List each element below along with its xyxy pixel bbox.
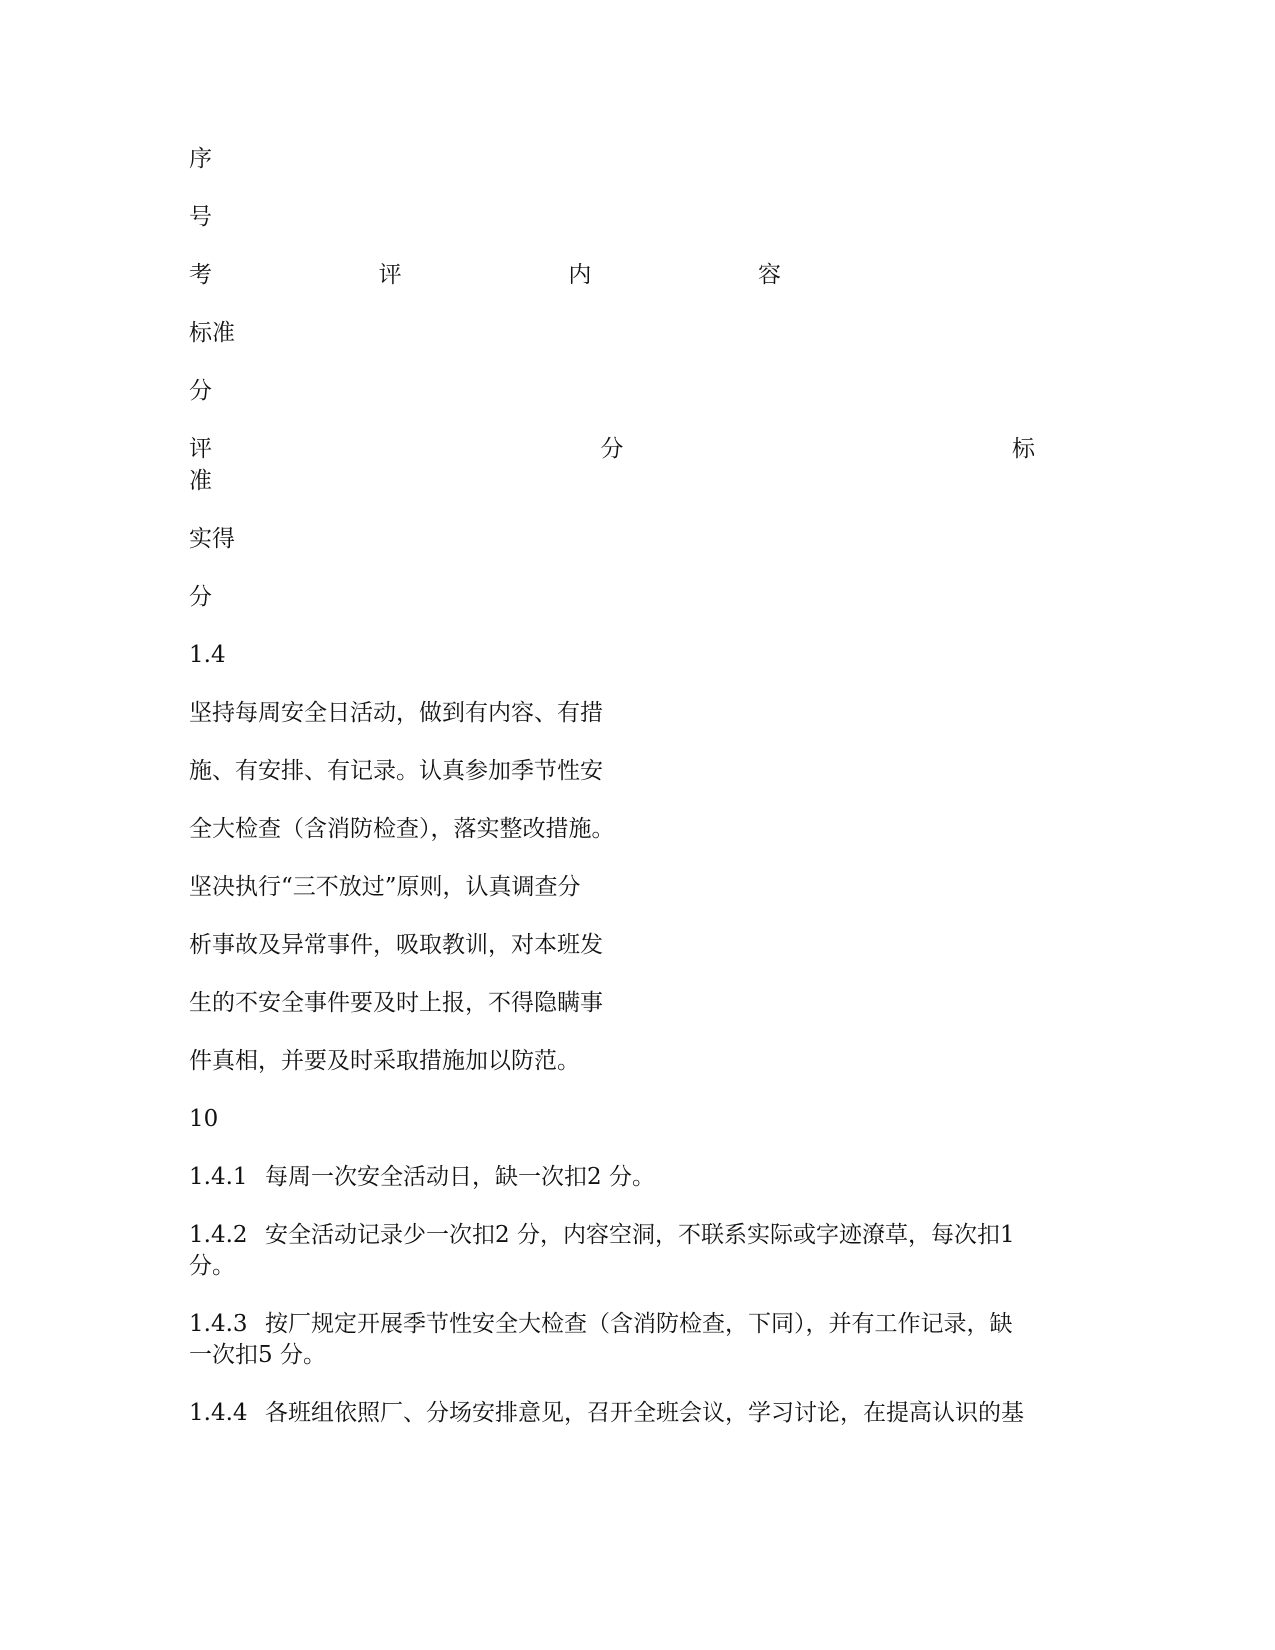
header-content-heading <box>189 260 781 291</box>
header-criteria-char: 评 <box>189 436 212 462</box>
criteria-text-wrap: 分。 <box>189 1253 235 1279</box>
header-content-char: 内 <box>568 262 592 288</box>
content-line: 施、有安排、有记录。认真参加季节性安 <box>189 758 603 784</box>
header-content-char: 考 <box>189 262 212 288</box>
content-line: 坚持每周安全日活动，做到有内容、有措 <box>189 700 603 726</box>
criteria-text: 安全活动记录少一次扣2 分，内容空洞，不联系实际或字迹潦草，每次扣1 <box>265 1222 1015 1248</box>
header-std-score-line-2: 分 <box>189 378 212 404</box>
content-line: 坚决执行“三不放过”原则，认真调查分 <box>189 874 581 900</box>
header-criteria-char: 标 <box>1012 436 1035 462</box>
criteria-number: 1.4.4 <box>189 1400 248 1426</box>
criteria-number: 1.4.3 <box>189 1311 248 1337</box>
header-criteria-char: 分 <box>600 436 624 462</box>
criteria-item-1-4-3 <box>189 1309 1013 1340</box>
row-std-score: 10 <box>189 1106 219 1132</box>
header-criteria-wrap: 准 <box>189 468 212 494</box>
criteria-text-wrap: 一次扣5 分。 <box>189 1342 326 1368</box>
header-content-char: 容 <box>757 262 781 288</box>
header-actual-score-line-2: 分 <box>189 584 212 610</box>
row-seq-number: 1.4 <box>189 642 226 668</box>
header-criteria-heading <box>189 434 1035 465</box>
criteria-item-1-4-1 <box>189 1162 655 1193</box>
content-line: 析事故及异常事件，吸取教训，对本班发 <box>189 932 603 958</box>
header-seq-char-2: 号 <box>189 204 212 230</box>
header-seq-char-1: 序 <box>189 146 212 172</box>
criteria-text: 每周一次安全活动日，缺一次扣2 分。 <box>265 1164 655 1190</box>
content-line: 生的不安全事件要及时上报，不得隐瞒事 <box>189 990 603 1016</box>
header-content-char: 评 <box>378 262 402 288</box>
criteria-text: 按厂规定开展季节性安全大检查（含消防检查，下同），并有工作记录，缺 <box>265 1311 1013 1337</box>
criteria-text: 各班组依照厂、分场安排意见，召开全班会议，学习讨论，在提高认识的基 <box>265 1400 1024 1426</box>
criteria-number: 1.4.2 <box>189 1222 248 1248</box>
criteria-item-1-4-2 <box>189 1220 1015 1251</box>
header-std-score-line-1: 标准 <box>189 320 235 346</box>
criteria-number: 1.4.1 <box>189 1164 248 1190</box>
content-line: 全大检查（含消防检查），落实整改措施。 <box>189 816 615 842</box>
criteria-item-1-4-4 <box>189 1398 1024 1429</box>
header-actual-score-line-1: 实得 <box>189 526 235 552</box>
content-line: 件真相，并要及时采取措施加以防范。 <box>189 1048 580 1074</box>
